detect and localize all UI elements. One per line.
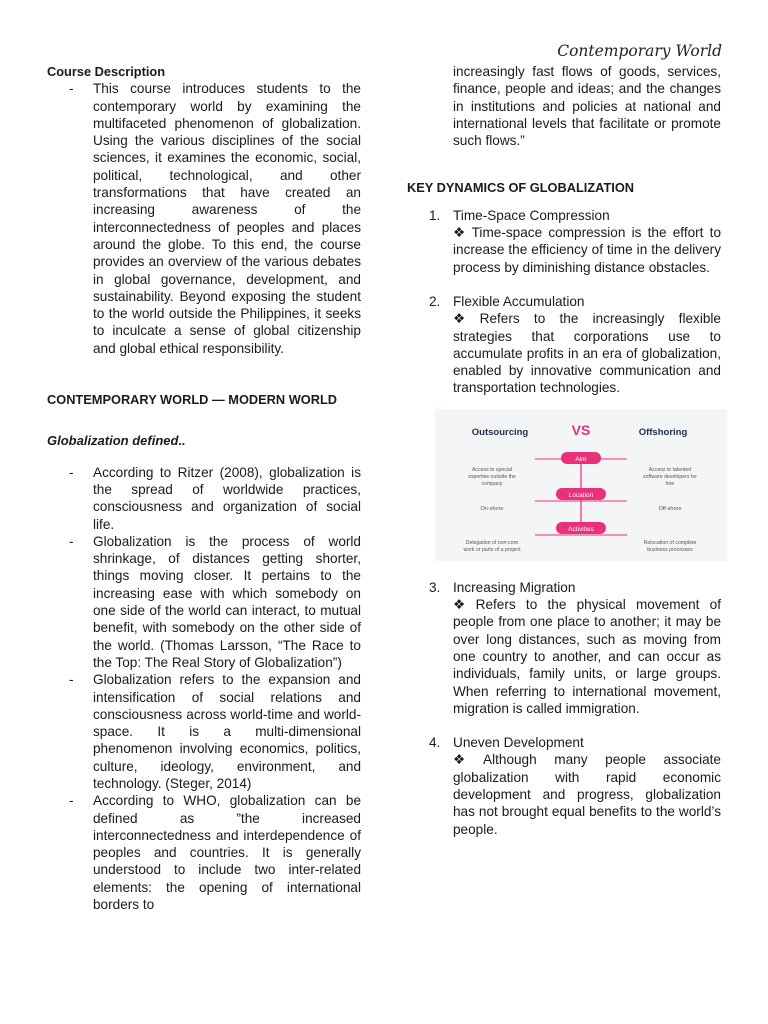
definition-item [47,464,361,533]
aim-left-text: Access to special expertise outside the company [468,466,516,487]
location-label: Location [568,491,594,499]
dynamic-item [407,579,721,717]
infographic-left-title: Outsourcing [471,426,529,438]
key-dynamics-heading: KEY DYNAMICS OF GLOBALIZATION [407,180,635,196]
activities-label: Activities [568,525,594,533]
course-description-heading: Course Description [47,64,166,79]
definition-text: Globalization is the process of world shrinkage, of distances getting shorter, things moving closer. It pertains to the increasing ease with which somebody on one side of the world can interact, to mutual benefit, with somebody on the other side of the world. (Thomas Larsson, “The Race to the Top: The Real Story of Globalization”) [93,533,361,670]
definition-text: According to WHO, globalization can be defined as ”the increased interconnectedness and interdependence of peoples and countries. It is generally understood to include two inter-related elements: the opening of international borders to [93,793,361,913]
diamond-bullet-icon: ❖ [453,597,472,613]
course-description-item [47,80,361,357]
infographic-vs: VS [571,421,591,438]
dynamic-text: Refers to the increasingly flexible strategies that corporations use to accumulate profits in an era of globalization, enabled by innovative communication and transportation technologies. [453,311,721,396]
item-number: 2. [429,293,441,309]
definition-item [47,792,361,913]
definition-text: According to Ritzer (2008), globalization is the spread of worldwide practices, consciousness and organization of social life. [93,464,361,532]
dash-bullet: - [69,81,74,97]
dynamic-text: Although many people associate globalization with rapid economic development and progress, globalization has not brought equal benefits to the world’s people. [453,752,721,837]
dynamic-title: Increasing Migration [453,579,576,595]
activities-right-text: Relocation of complete business processes [643,539,697,553]
definition-heading: Globalization defined.. [47,433,186,449]
dash-bullet: - [69,672,74,688]
definition-item [47,533,361,671]
dynamic-item [407,734,721,838]
item-number: 4. [429,735,441,751]
dash-bullet: - [69,533,74,549]
aim-right-text: Access to talented software developers for hire [643,466,697,487]
definition-text: Globalization refers to the expansion and intensification of social relations and consciousness across world-time and world-space. It is a multi-dimensional phenomenon involving economics, politics, culture, ideology, environment, and technology. (Steger, 2014) [93,672,361,791]
activities-left-text: Delegation of non-core work or parts of a project [463,539,521,553]
diamond-bullet-icon: ❖ [453,752,480,768]
infographic-right-title: Offshoring [638,426,688,438]
section-heading: CONTEMPORARY WORLD — MODERN WORLD [47,392,338,408]
dynamic-title: Flexible Accumulation [453,293,585,309]
dynamic-item [407,293,721,397]
aim-label: Aim [575,455,587,463]
left-column [47,63,361,913]
diamond-bullet-icon: ❖ [453,225,468,241]
dash-bullet: - [69,464,74,480]
dash-bullet: - [69,793,74,809]
right-column [407,63,721,838]
dynamic-item [407,207,721,276]
dynamic-text: Refers to the physical movement of people from one place to another; it may be over long distances, such as moving from one country to another, and can occur as individuals, family units, or large groups. When referring to international movement, migration is called immigration. [453,597,722,716]
course-description-text: This course introduces students to the contemporary world by examining the multifaceted phenomenon of globalization. Using the various disciplines of the social sciences, it examines the economic, social, political, technological, and other transformations that have created an increasing awareness of the interconnectedness of peoples and places around the globe. To this end, the course provides an overview of the various debates in global governance, development, and sustainability. Beyond exposing the student to the world outside the Philippines, it seeks to inculcate a sense of global citizenship and global ethical responsibility. [93,81,361,356]
who-definition-continuation: increasingly fast flows of goods, services, finance, people and ideas; and the changes in institutions and policies at national and international levels that facilitate or promote such flows.” [453,64,721,149]
diamond-bullet-icon: ❖ [453,311,476,327]
location-left-text: On-shore [480,505,504,512]
dynamic-title: Time-Space Compression [453,207,610,223]
outsourcing-vs-offshoring-infographic [435,409,727,561]
item-number: 1. [429,207,441,223]
page-header-title: Contemporary World [557,42,722,60]
location-right-text: Off-shore [658,505,682,512]
dynamic-title: Uneven Development [453,735,584,751]
item-number: 3. [429,579,441,595]
definition-item [47,671,361,792]
dynamic-text: Time-space compression is the effort to increase the efficiency of time in the delivery process by diminishing distance obstacles. [453,225,722,275]
